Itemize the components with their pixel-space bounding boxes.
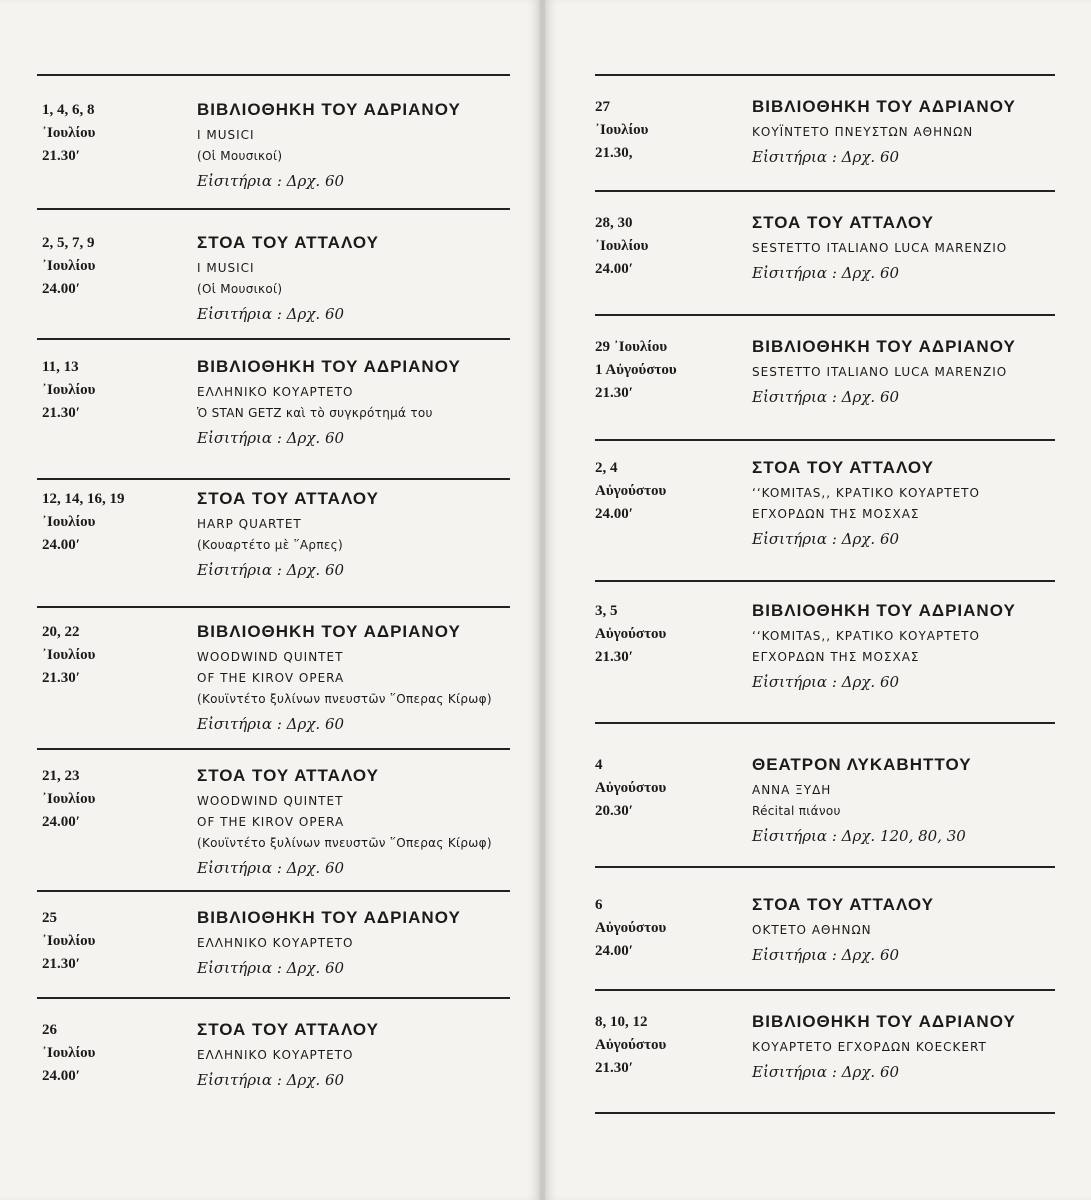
performer-line: (Οἱ Μουσικοί): [197, 149, 283, 163]
concert-details: [197, 99, 461, 192]
ticket-amount: Δρχ. 60: [286, 172, 345, 190]
ticket-price: [752, 944, 934, 966]
concert-dates: 2, 5, 7, 9 ᾿Ιουλίου 24.00′: [42, 235, 96, 297]
concert-details: [197, 907, 461, 979]
ticket-price: [197, 170, 461, 192]
ticket-price: [197, 957, 461, 979]
ticket-price: [197, 559, 379, 581]
concert-dates: 3, 5 Αὐγούστου 21.30′: [595, 603, 667, 665]
venue-name: ΒΙΒΛΙΟΘΗΚΗ ΤΟΥ ΑΔΡΙΑΝΟΥ: [197, 357, 461, 376]
concert-details: [752, 457, 980, 550]
concert-details: [197, 356, 461, 449]
concert-details: [197, 1019, 379, 1091]
performer-line: Récital πιάνου: [752, 804, 841, 818]
divider-rule: [595, 989, 1055, 991]
ticket-label: Εἰσιτήρια :: [752, 673, 837, 691]
concert-details: [197, 488, 379, 581]
performer-line: (Κουϊντέτο ξυλίνων πνευστῶν ῞Οπερας Κίρωφ): [197, 836, 492, 850]
ticket-price: [752, 528, 980, 550]
performer-line: Ὁ STAN GETZ καὶ τὸ συγκρότημά του: [197, 406, 433, 420]
divider-rule: [595, 722, 1055, 724]
divider-rule: [37, 478, 510, 480]
ticket-price: [752, 825, 972, 847]
divider-rule: [595, 1112, 1055, 1114]
performer-line: SESTETTO ITALIANO LUCA MARENZIO: [752, 241, 1008, 255]
performer-line: ΕΛΛΗΝΙΚΟ ΚΟΥΑΡΤΕΤΟ: [197, 385, 354, 399]
ticket-label: Εἰσιτήρια :: [752, 388, 837, 406]
ticket-label: Εἰσιτήρια :: [197, 429, 282, 447]
performer-line: (Κουαρτέτο μὲ ῞Αρπες): [197, 538, 343, 552]
concert-dates: 27 ᾿Ιουλίου 21.30,: [595, 99, 649, 161]
performer-line: OF THE KIROV OPERA: [197, 815, 345, 829]
ticket-price: [752, 671, 1016, 693]
right-page: [545, 0, 1091, 1200]
ticket-amount: Δρχ. 60: [841, 264, 900, 282]
ticket-amount: Δρχ. 60: [841, 530, 900, 548]
left-page: [0, 0, 540, 1200]
ticket-label: Εἰσιτήρια :: [752, 264, 837, 282]
concert-details: [752, 96, 1016, 168]
ticket-price: [197, 713, 492, 735]
ticket-price: [197, 1069, 379, 1091]
concert-dates: 25 ᾿Ιουλίου 21.30′: [42, 910, 96, 972]
divider-rule: [595, 190, 1055, 192]
ticket-label: Εἰσιτήρια :: [197, 172, 282, 190]
venue-name: ΣΤΟΑ ΤΟΥ ΑΤΤΑΛΟΥ: [752, 213, 934, 232]
divider-rule: [595, 866, 1055, 868]
divider-rule: [37, 606, 510, 608]
concert-dates: 29 ᾿Ιουλίου 1 Αὐγούστου 21.30′: [595, 339, 677, 401]
venue-name: ΒΙΒΛΙΟΘΗΚΗ ΤΟΥ ΑΔΡΙΑΝΟΥ: [752, 97, 1016, 116]
ticket-amount: Δρχ. 60: [841, 946, 900, 964]
concert-dates: 28, 30 ᾿Ιουλίου 24.00′: [595, 215, 649, 277]
divider-rule: [37, 74, 510, 76]
concert-dates: 12, 14, 16, 19 ᾿Ιουλίου 24.00′: [42, 491, 125, 553]
ticket-amount: Δρχ. 60: [286, 561, 345, 579]
ticket-label: Εἰσιτήρια :: [752, 530, 837, 548]
performer-line: I MUSICI: [197, 261, 255, 275]
performer-line: WOODWIND QUINTET: [197, 794, 344, 808]
divider-rule: [595, 580, 1055, 582]
venue-name: ΘΕΑΤΡΟΝ ΛΥΚΑΒΗΤΤΟΥ: [752, 755, 972, 774]
ticket-amount: Δρχ. 60: [841, 673, 900, 691]
venue-name: ΣΤΟΑ ΤΟΥ ΑΤΤΑΛΟΥ: [197, 766, 379, 785]
ticket-price: [752, 386, 1016, 408]
concert-details: [752, 336, 1016, 408]
concert-details: [197, 621, 492, 735]
ticket-price: [752, 146, 1016, 168]
divider-rule: [37, 997, 510, 999]
concert-dates: 6 Αὐγούστου 24.00′: [595, 897, 667, 959]
ticket-label: Εἰσιτήρια :: [197, 959, 282, 977]
ticket-price: [752, 1061, 1016, 1083]
ticket-price: [752, 262, 1007, 284]
performer-line: WOODWIND QUINTET: [197, 650, 344, 664]
ticket-price: [197, 857, 492, 879]
venue-name: ΒΙΒΛΙΟΘΗΚΗ ΤΟΥ ΑΔΡΙΑΝΟΥ: [197, 622, 461, 641]
concert-dates: 26 ᾿Ιουλίου 24.00′: [42, 1022, 96, 1084]
performer-line: SESTETTO ITALIANO LUCA MARENZIO: [752, 365, 1008, 379]
concert-details: [752, 754, 972, 847]
ticket-price: [197, 303, 379, 325]
ticket-amount: Δρχ. 60: [286, 429, 345, 447]
ticket-amount: Δρχ. 60: [286, 859, 345, 877]
concert-dates: 11, 13 ᾿Ιουλίου 21.30′: [42, 359, 96, 421]
venue-name: ΒΙΒΛΙΟΘΗΚΗ ΤΟΥ ΑΔΡΙΑΝΟΥ: [752, 601, 1016, 620]
concert-dates: 20, 22 ᾿Ιουλίου 21.30′: [42, 624, 96, 686]
performer-line: HARP QUARTET: [197, 517, 302, 531]
performer-line: ΚΟΥΪΝΤΕΤΟ ΠΝΕΥΣΤΩΝ ΑΘΗΝΩΝ: [752, 125, 974, 139]
venue-name: ΣΤΟΑ ΤΟΥ ΑΤΤΑΛΟΥ: [197, 1020, 379, 1039]
venue-name: ΒΙΒΛΙΟΘΗΚΗ ΤΟΥ ΑΔΡΙΑΝΟΥ: [197, 100, 461, 119]
ticket-amount: Δρχ. 120, 80, 30: [841, 827, 966, 845]
concert-details: [752, 600, 1016, 693]
divider-rule: [37, 890, 510, 892]
ticket-amount: Δρχ. 60: [841, 148, 900, 166]
ticket-label: Εἰσιτήρια :: [752, 148, 837, 166]
performer-line: (Κουϊντέτο ξυλίνων πνευστῶν ῞Οπερας Κίρωφ): [197, 692, 492, 706]
ticket-label: Εἰσιτήρια :: [197, 561, 282, 579]
concert-dates: 4 Αὐγούστου 20.30′: [595, 757, 667, 819]
ticket-amount: Δρχ. 60: [841, 1063, 900, 1081]
venue-name: ΒΙΒΛΙΟΘΗΚΗ ΤΟΥ ΑΔΡΙΑΝΟΥ: [197, 908, 461, 927]
venue-name: ΣΤΟΑ ΤΟΥ ΑΤΤΑΛΟΥ: [752, 458, 934, 477]
performer-line: ΑΝΝΑ ΞΥΔΗ: [752, 783, 832, 797]
ticket-label: Εἰσιτήρια :: [752, 1063, 837, 1081]
concert-dates: 2, 4 Αὐγούστου 24.00′: [595, 460, 667, 522]
performer-line: ΕΓΧΟΡΔΩΝ ΤΗΣ ΜΟΣΧΑΣ: [752, 507, 920, 521]
concert-details: [197, 765, 492, 879]
divider-rule: [37, 748, 510, 750]
concert-dates: 21, 23 ᾿Ιουλίου 24.00′: [42, 768, 96, 830]
performer-line: ʻʻKOMITAS,, ΚΡΑΤΙΚΟ ΚΟΥΑΡΤΕΤΟ: [752, 629, 980, 643]
ticket-amount: Δρχ. 60: [841, 388, 900, 406]
ticket-label: Εἰσιτήρια :: [752, 946, 837, 964]
performer-line: ΚΟΥΑΡΤΕΤΟ ΕΓΧΟΡΔΩΝ KOECKERT: [752, 1040, 987, 1054]
ticket-label: Εἰσιτήρια :: [197, 859, 282, 877]
venue-name: ΣΤΟΑ ΤΟΥ ΑΤΤΑΛΟΥ: [197, 489, 379, 508]
ticket-amount: Δρχ. 60: [286, 1071, 345, 1089]
performer-line: ʻʻKOMITAS,, ΚΡΑΤΙΚΟ ΚΟΥΑΡΤΕΤΟ: [752, 486, 980, 500]
concert-dates: 8, 10, 12 Αὐγούστου 21.30′: [595, 1014, 667, 1076]
venue-name: ΒΙΒΛΙΟΘΗΚΗ ΤΟΥ ΑΔΡΙΑΝΟΥ: [752, 337, 1016, 356]
concert-details: [197, 232, 379, 325]
performer-line: (Οἱ Μουσικοί): [197, 282, 283, 296]
divider-rule: [595, 439, 1055, 441]
ticket-label: Εἰσιτήρια :: [197, 305, 282, 323]
ticket-label: Εἰσιτήρια :: [197, 715, 282, 733]
ticket-label: Εἰσιτήρια :: [197, 1071, 282, 1089]
divider-rule: [595, 74, 1055, 76]
performer-line: ΕΓΧΟΡΔΩΝ ΤΗΣ ΜΟΣΧΑΣ: [752, 650, 920, 664]
concert-dates: 1, 4, 6, 8 ᾿Ιουλίου 21.30′: [42, 102, 96, 164]
performer-line: OF THE KIROV OPERA: [197, 671, 345, 685]
performer-line: I MUSICI: [197, 128, 255, 142]
performer-line: ΕΛΛΗΝΙΚΟ ΚΟΥΑΡΤΕΤΟ: [197, 936, 354, 950]
performer-line: ΕΛΛΗΝΙΚΟ ΚΟΥΑΡΤΕΤΟ: [197, 1048, 354, 1062]
concert-details: [752, 894, 934, 966]
venue-name: ΣΤΟΑ ΤΟΥ ΑΤΤΑΛΟΥ: [752, 895, 934, 914]
concert-details: [752, 1011, 1016, 1083]
ticket-price: [197, 427, 461, 449]
ticket-amount: Δρχ. 60: [286, 959, 345, 977]
venue-name: ΒΙΒΛΙΟΘΗΚΗ ΤΟΥ ΑΔΡΙΑΝΟΥ: [752, 1012, 1016, 1031]
divider-rule: [37, 338, 510, 340]
divider-rule: [595, 314, 1055, 316]
performer-line: ΟΚΤΕΤΟ ΑΘΗΝΩΝ: [752, 923, 872, 937]
ticket-label: Εἰσιτήρια :: [752, 827, 837, 845]
venue-name: ΣΤΟΑ ΤΟΥ ΑΤΤΑΛΟΥ: [197, 233, 379, 252]
ticket-amount: Δρχ. 60: [286, 715, 345, 733]
ticket-amount: Δρχ. 60: [286, 305, 345, 323]
divider-rule: [37, 208, 510, 210]
concert-details: [752, 212, 1007, 284]
